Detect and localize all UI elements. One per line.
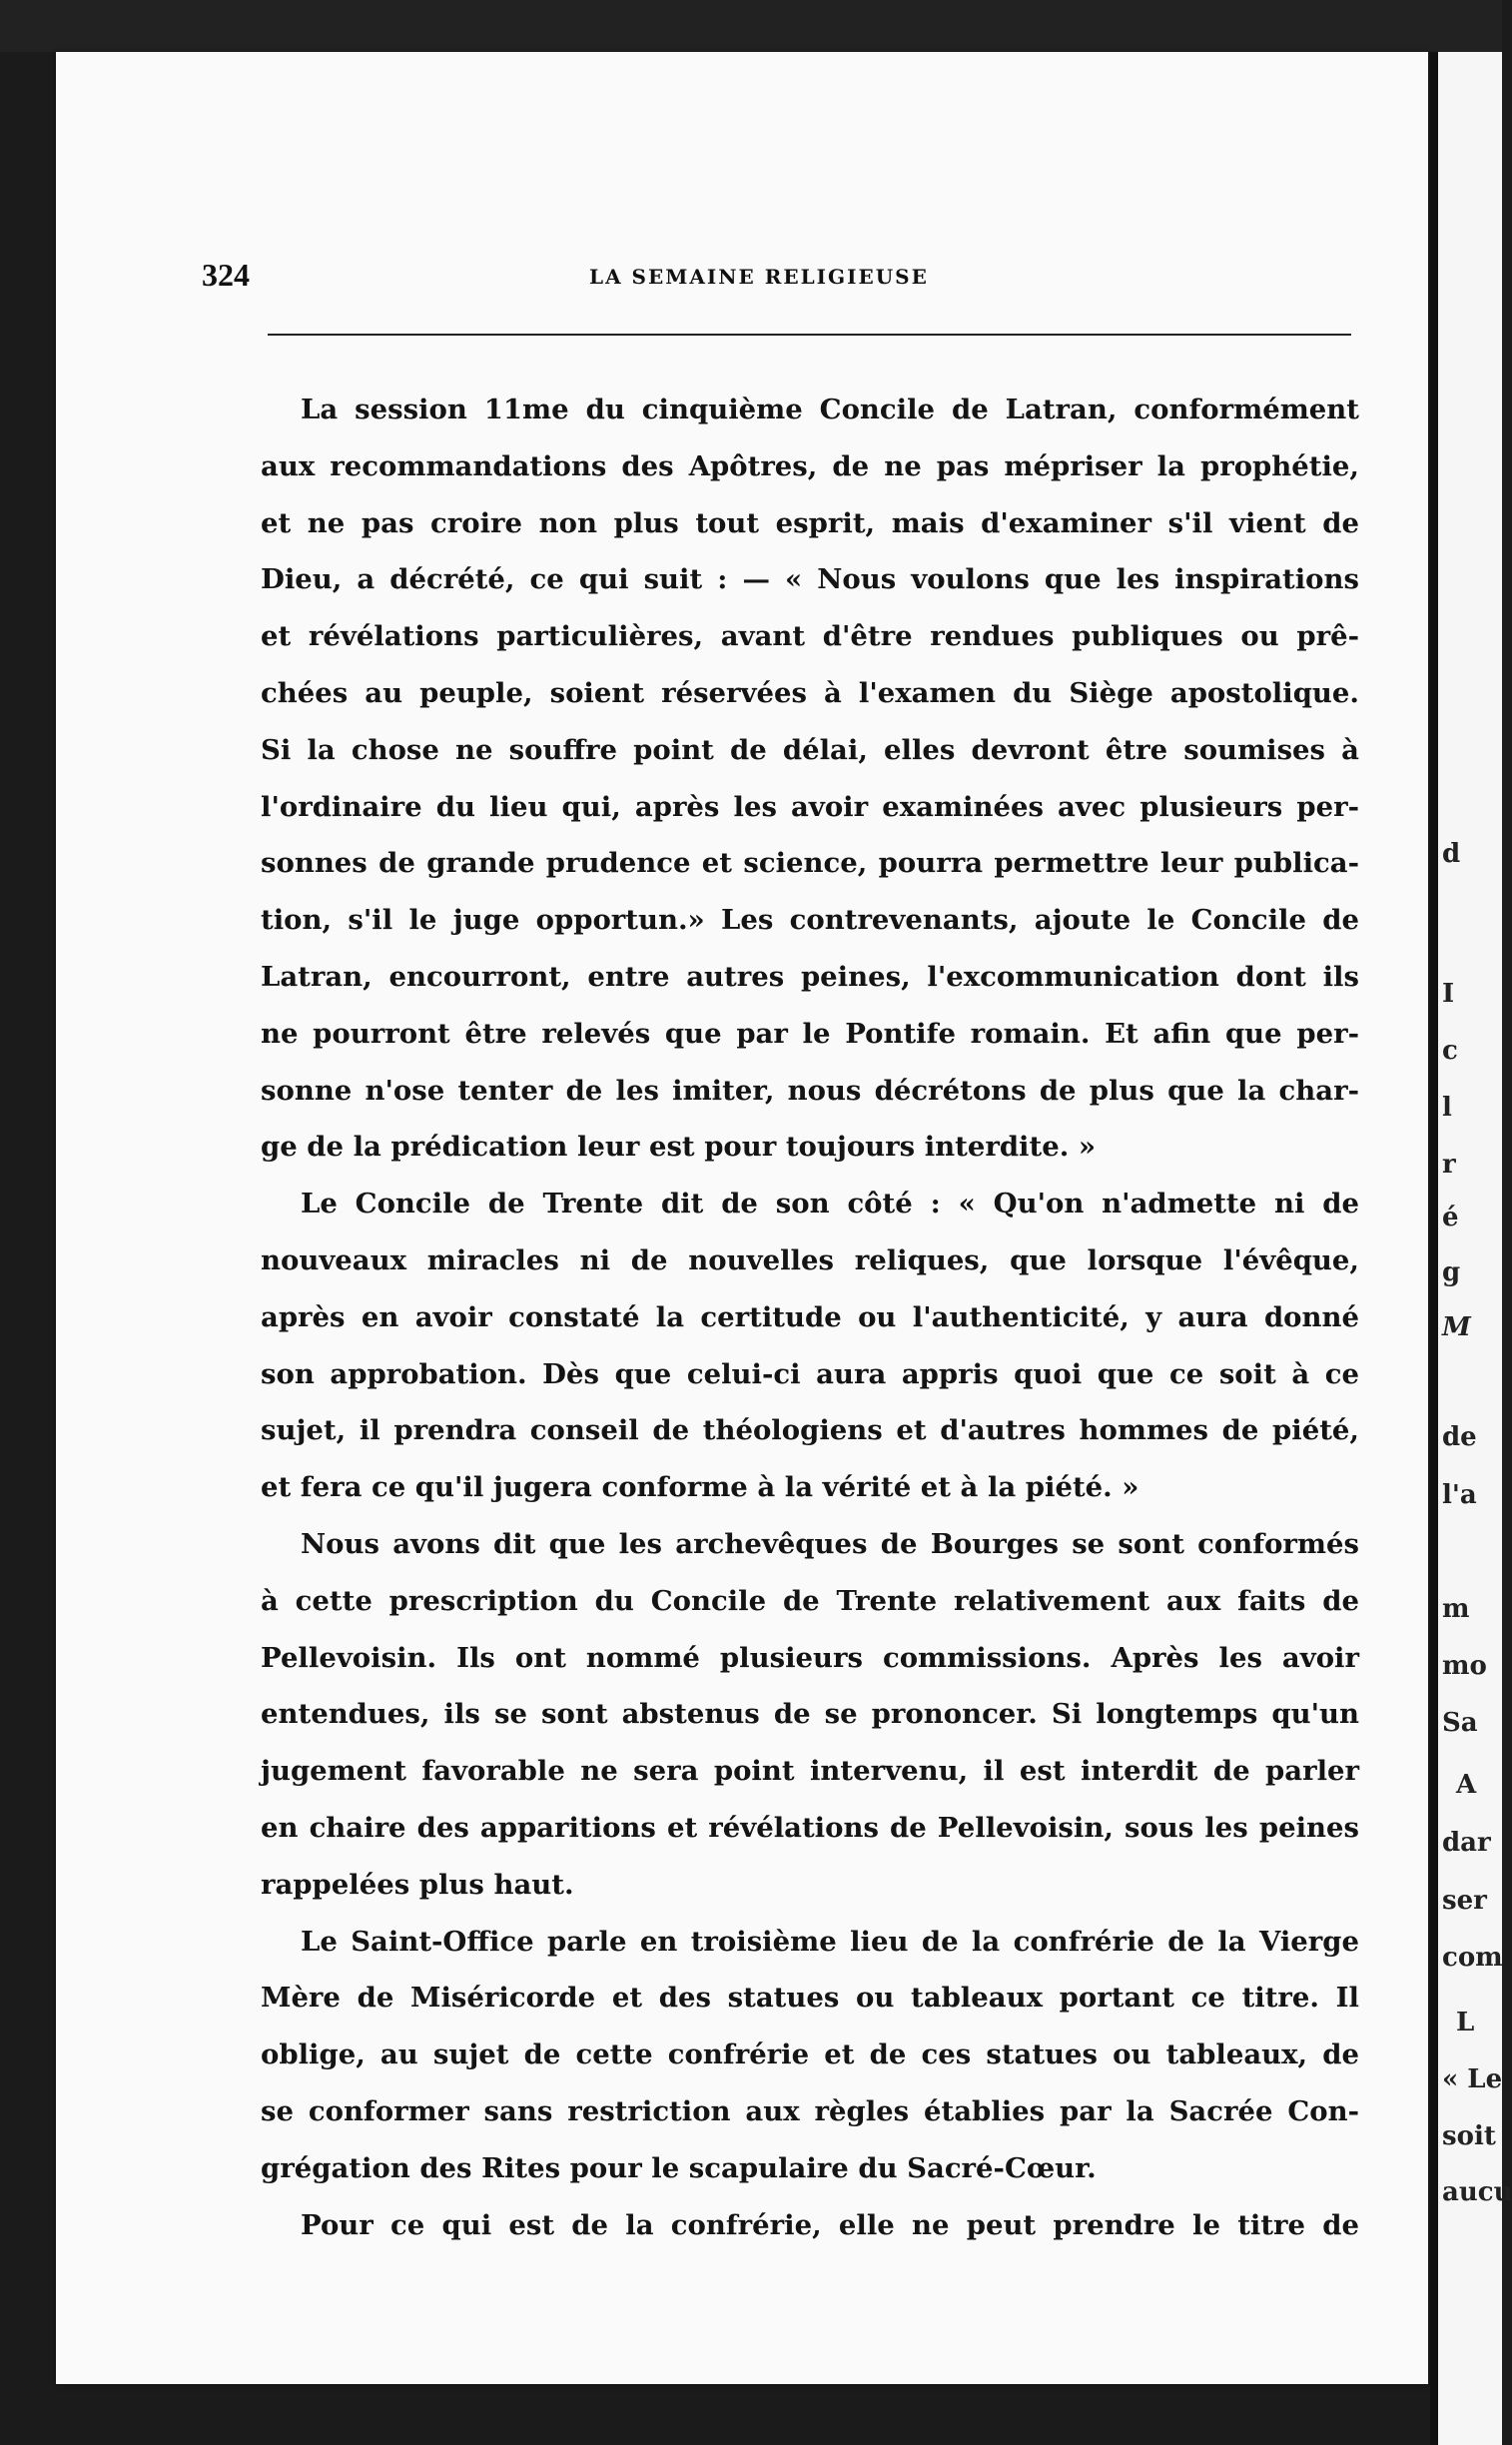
body-text [261,382,1359,2253]
text-line: oblige, au sujet de cette confrérie et de ces statues ou tableaux, de [261,2038,1359,2071]
header-rule [268,334,1351,336]
text-line: Le Concile de Trente dit de son côté : « Qu'on n'admette ni de [301,1188,1359,1221]
facing-page-fragment: A [1456,1770,1477,1800]
page-header [202,257,1350,297]
book-page [56,52,1428,2384]
facing-page-fragment: com [1442,1943,1503,1973]
text-line: Pellevoisin. Ils ont nommé plusieurs commissions. Après les avoir [261,1641,1359,1674]
facing-page-fragment: g [1442,1257,1461,1287]
text-line: en chaire des apparitions et révélations de Pellevoisin, sous les peines [261,1811,1359,1844]
facing-page-fragment: mo [1442,1651,1487,1681]
facing-page-fragment: L [1456,2008,1475,2038]
text-line: et fera ce qu'il jugera conforme à la vérité et à la piété. » [261,1471,1139,1504]
scan-border-top [0,0,1502,52]
paragraph-3 [261,1516,1359,1914]
facing-page-fragment: I [1442,979,1455,1009]
facing-page-fragment: aucu [1442,2177,1512,2207]
text-line: sujet, il prendra conseil de théologiens et d'autres hommes de piété, [261,1414,1359,1447]
text-line: son approbation. Dès que celui-ci aura appris quoi que ce soit à ce [261,1357,1359,1390]
text-line: chées au peuple, soient réservées à l'examen du Siège apostolique. [261,676,1359,709]
text-line: rappelées plus haut. [261,1868,574,1901]
text-line: entendues, ils se sont abstenus de se prononcer. Si longtemps qu'un [261,1698,1359,1731]
facing-page-fragment: ser [1442,1886,1487,1916]
text-line: Dieu, a décrété, ce qui suit : — « Nous voulons que les inspirations [261,563,1359,596]
text-line: et révélations particulières, avant d'être rendues publiques ou prê- [261,620,1359,653]
facing-page-fragment: « Le [1442,2064,1503,2094]
text-line: grégation des Rites pour le scapulaire du Sacré-Cœur. [261,2151,1097,2184]
text-line: sonne n'ose tenter de les imiter, nous décrétons de plus que la char- [261,1074,1359,1107]
running-head: LA SEMAINE RELIGIEUSE [589,265,929,289]
facing-page-fragment: d [1442,839,1461,869]
facing-page-fragment: dar [1442,1828,1491,1858]
text-line: jugement favorable ne sera point intervenu, il est interdit de parler [261,1755,1359,1788]
facing-page-fragment: l [1442,1093,1452,1123]
facing-page-fragment: soit [1442,2121,1496,2151]
text-line: à cette prescription du Concile de Trente relativement aux faits de [261,1584,1359,1617]
text-line: ne pourront être relevés que par le Pontife romain. Et afin que per- [261,1017,1359,1050]
facing-page-fragment: M [1442,1312,1471,1342]
text-line: Mère de Miséricorde et des statues ou tableaux portant ce titre. Il [261,1982,1359,2015]
text-line: et ne pas croire non plus tout esprit, mais d'examiner s'il vient de [261,506,1359,539]
page-number: 324 [202,257,250,293]
facing-page-fragment: m [1442,1594,1470,1624]
book-gutter [1430,52,1438,2445]
facing-page-edge [1430,52,1512,2445]
paragraph-1 [261,382,1359,1176]
text-line: Le Saint-Office parle en troisième lieu de la confrérie de la Vierge [301,1925,1359,1958]
text-line: aux recommandations des Apôtres, de ne pas mépriser la prophétie, [261,449,1359,482]
text-line: Si la chose ne souffre point de délai, elles devront être soumises à [261,733,1359,766]
text-line: sonnes de grande prudence et science, pourra permettre leur publica- [261,847,1359,880]
paragraph-4 [261,1914,1359,2197]
text-line: nouveaux miracles ni de nouvelles reliques, que lorsque l'évêque, [261,1243,1359,1276]
facing-page-fragment: é [1442,1203,1459,1232]
facing-page-fragment: de [1442,1422,1477,1452]
text-line: tion, s'il le juge opportun.» Les contrevenants, ajoute le Concile de [261,904,1359,937]
text-line: Latran, encourront, entre autres peines, l'excommunication dont ils [261,960,1359,993]
text-line: ge de la prédication leur est pour toujours interdite. » [261,1131,1097,1164]
facing-page-fragment: l'a [1442,1480,1477,1510]
facing-page-fragment: c [1442,1036,1458,1066]
text-line: La session 11me du cinquième Concile de Latran, conformément [301,394,1359,425]
text-line: l'ordinaire du lieu qui, après les avoir examinées avec plusieurs per- [261,790,1359,823]
text-line: Pour ce qui est de la confrérie, elle ne peut prendre le titre de [301,2208,1359,2241]
text-line: Nous avons dit que les archevêques de Bourges se sont conformés [301,1527,1359,1560]
text-line: se conformer sans restriction aux règles établies par la Sacrée Con- [261,2094,1359,2127]
facing-page-fragment: Sa [1442,1708,1478,1738]
paragraph-5 [261,2197,1359,2254]
paragraph-2 [261,1176,1359,1516]
text-line: après en avoir constaté la certitude ou l'authenticité, y aura donné [261,1300,1359,1333]
facing-page-fragment: r [1442,1150,1456,1180]
